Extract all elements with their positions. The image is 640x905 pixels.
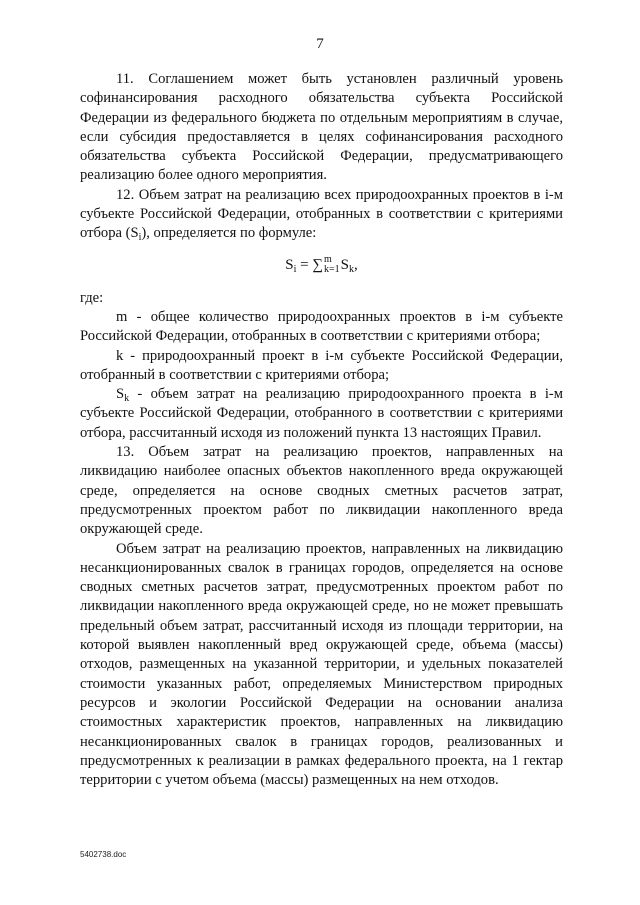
paragraph-13: 13. Объем затрат на реализацию проектов, направленных на ликвидацию наиболее опасных объектов накопленного вреда окружающей среде, определяется на основе сводных сметных расчетов затрат, предусмотренных проектом работ по ликвидации накопленного вреда окружающей среде.: [80, 444, 563, 538]
formula-trailing-comma: ,: [354, 256, 358, 273]
formula-lhs-subscript: i: [293, 263, 297, 275]
definition-sk-text: - объем затрат на реализацию природоохранного проекта в i-м субъекте Российской Федерации, отобранного в соответствии с критериями отбора, рассчитанный исходя из положений пункта 13 настоящих Правил.: [80, 386, 563, 441]
formula-sum-sign: ∑: [312, 256, 324, 273]
definition-sk-symbol: S: [116, 386, 125, 403]
paragraph-13-continued: Объем затрат на реализацию проектов, направленных на ликвидацию несанкционированных свалок в границах городов, определяется на основе сводных сметных расчетов затрат, предусмотренных проектом работ по ликвидации накопленного вреда окружающей среде, но не может превышать предельный объем затрат, рассчитанный исходя из площади территории, на которой выявлен накопленный вред окружающей среде, объема (массы) отходов, размещенных на указанной территории, и удельных показателей стоимости указанных работ, определяемых Министерством природных ресурсов и экологии Российской Федерации на основании анализа стоимостных характеристик проектов, направленных на ликвидацию несанкционированных свалок в границах городов, реализованных и предусмотренных к реализации в рамках федерального проекта, на 1 гектар территории с учетом объема (массы) размещенных на нем отходов.: [80, 540, 563, 789]
footer-file-code: 5402738.doc: [80, 850, 127, 859]
formula-rhs-symbol: S: [340, 256, 350, 273]
formula-sum-limits: [324, 255, 340, 275]
page-number: 7: [316, 36, 324, 52]
definition-m: m - общее количество природоохранных проектов в i-м субъекте Российской Федерации, отобранных в соответствии с критериями отбора;: [80, 308, 563, 345]
paragraph-12-text-start: 12. Объем затрат на реализацию всех природоохранных проектов в i-м субъекте Российской Федерации, отобранных в соответствии с критериями отбора (S: [80, 186, 563, 242]
paragraph-12: [80, 186, 563, 244]
paragraph-11: 11. Соглашением может быть установлен различный уровень софинансирования расходного обязательства субъекта Российской Федерации из федерального бюджета по отдельным мероприятиям в случае, если субсидия предоставляется в целях софинансирования расходного обязательства субъекта Российской Федерации, предусматривающего реализацию более одного мероприятия.: [80, 71, 563, 184]
formula: [80, 254, 563, 276]
definition-sk-subscript: k: [124, 393, 130, 405]
where-label: где:: [80, 289, 104, 306]
formula-sum-lower: k=1: [324, 264, 340, 276]
paragraph-12-text-end: ), определяется по формуле:: [141, 225, 317, 242]
definition-k: k - природоохранный проект в i-м субъекте Российской Федерации, отобранный в соответствии с критериями отбора;: [80, 347, 563, 383]
definition-sk: [80, 385, 563, 443]
formula-lhs-symbol: S: [285, 256, 294, 273]
formula-equals: =: [296, 256, 313, 273]
formula-rhs-subscript: k: [349, 263, 355, 275]
formula-sum-upper: m: [324, 254, 332, 266]
document-body: [80, 70, 563, 790]
paragraph-12-subscript: i: [138, 232, 142, 244]
